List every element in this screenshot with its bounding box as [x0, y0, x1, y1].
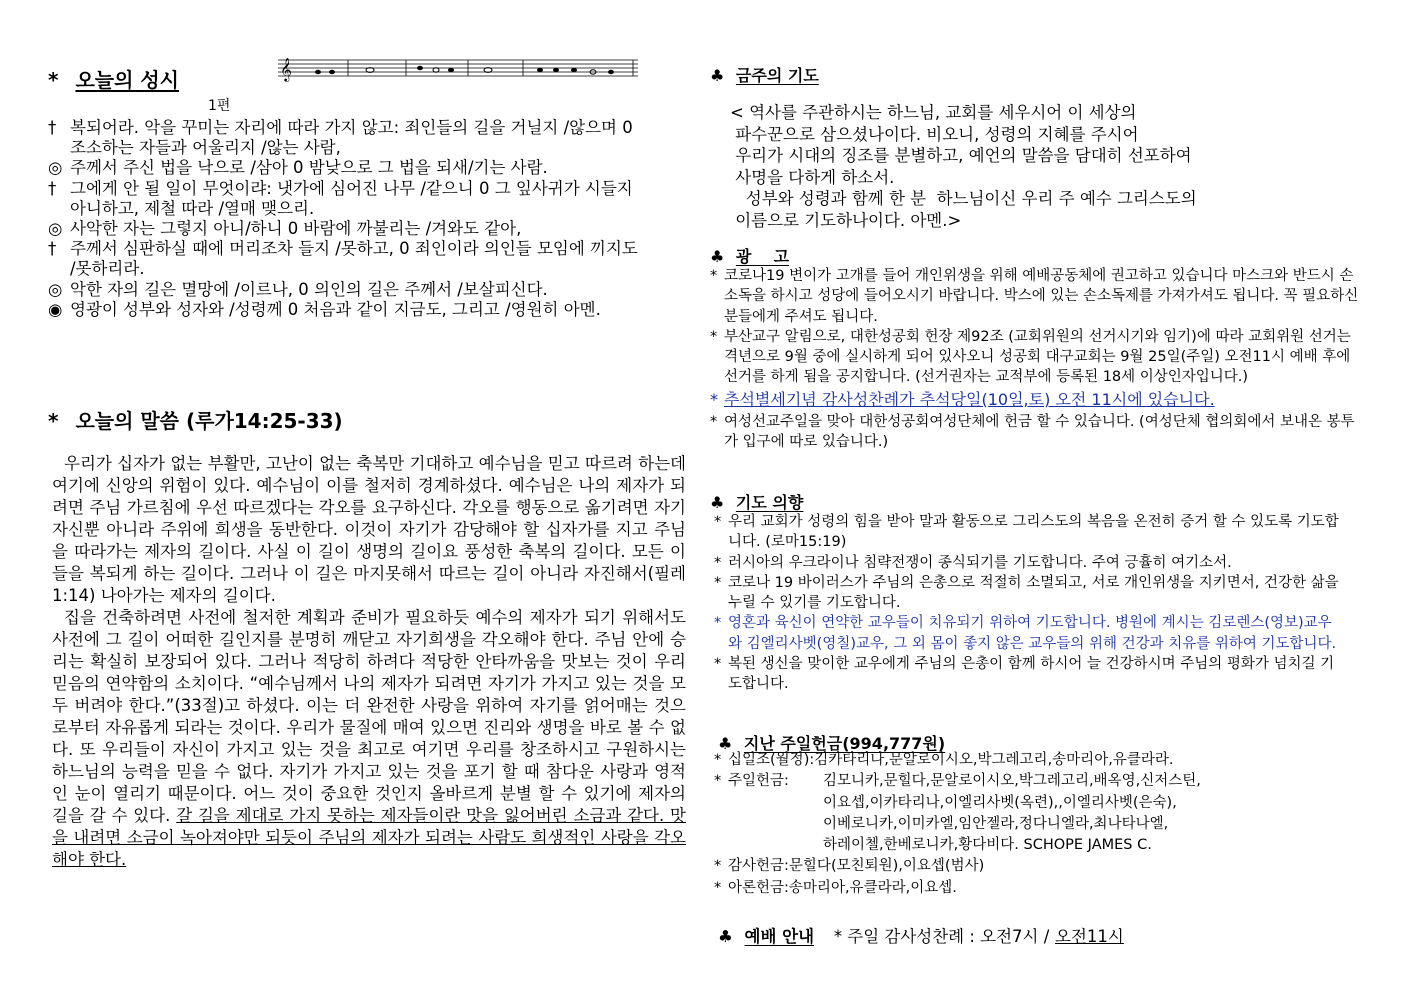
- collect-text: < 역사를 주관하시는 하느님, 교회를 세우시어 이 세상의 파수꾼으로 삼으셨나이다. 비오니, 성령의 지혜를 주시어 우리가 시대의 징조를 분별하고, 예언의 말씀을 담대히 선포하여 사명을 다하게 하소서. 성부와 성령과 함께 한 분 하느님이신 우리 주 예수 그리스도의 이름으로 기도하나이다. 아멘.>: [730, 103, 1197, 230]
- psalm-verse: [48, 179, 648, 219]
- sermon-text: [52, 453, 686, 871]
- offering-row: [714, 835, 1354, 856]
- psalm-text: [48, 118, 648, 320]
- notice-text: 추석별세기념 감사성찬례가 추석당일(10일,토) 오전 11시에 있습니다.: [724, 389, 1215, 409]
- offering-row: [714, 856, 1354, 877]
- offering-label: 아론헌금:: [728, 879, 789, 896]
- intent-title: 기도 의향: [735, 493, 804, 512]
- verse-text: 악한 자의 길은 멸망에 /이르나, 0 의인의 길은 주께서 /보살피신다.: [70, 279, 548, 299]
- offering-label: [728, 793, 823, 814]
- notice-text: 여성선교주일을 맞아 대한성공회여성단체에 헌금 할 수 있습니다. (여성단체 협의회에서 보내온 봉투가 입구에 따로 있습니다.): [724, 413, 1355, 451]
- offering-value: 이요셉,이카타리나,이엘리사벳(옥련),,이엘리사벳(은숙),: [823, 794, 1177, 811]
- verse-text: 그에게 안 될 일이 무엇이랴: 냇가에 심어진 나무 /같으니 0 그 잎사귀가 시들지 아니하고, 제철 따라 /열매 맺으리.: [70, 178, 633, 218]
- sermon-paragraph: 우리가 십자가 없는 부활만, 고난이 없는 축복만 기대하고 예수님을 믿고 따르려 하는데 여기에 신앙의 위험이 있다. 예수님이 이를 철저히 경계하셨다. 예수님은 나의 제자가 되려면 주님 가르침에 우선 따르겠다는 각오를 요구하신다. 각오를 행동으로 옮기려면 자기 자신뿐 아니라 주위에 희생을 동반한다. 이것이 자기가 감당해야 할 십자가를 지고 주님을 따라가는 제자의 길이다. 사실 이 길이 생명의 길이요 풍성한 축복의 길이다. 모든 이들을 복되게 하는 길이다. 그러나 이 길은 마지못해서 따르는 길이 아니라 자진해서(필레1:14) 나아가는 제자의 길이다.: [52, 454, 686, 605]
- scripture-reference: (루가14:25-33): [185, 409, 343, 433]
- list-item: [714, 512, 1344, 553]
- notice-title: 광 고: [735, 247, 790, 266]
- psalm-heading: [48, 64, 179, 93]
- collect-heading: [710, 63, 819, 86]
- word-title: 오늘의 말씀: [75, 409, 180, 433]
- sermon-underlined-text: 갈 길을 제대로 가지 못하는 제자들이란 맛을 잃어버린 소금과 같다. 맛을 내려면 소금이 녹아져야만 되듯이 주님의 제자가 되려는 사람도 희생적인 사랑을 각오해야 한다.: [52, 806, 686, 869]
- bullet: *: [714, 858, 722, 875]
- verse-text: 사악한 자는 그렇지 아니/하니 0 바람에 까불리는 /겨와도 같아,: [70, 219, 522, 239]
- hymn-number: 1편: [208, 98, 231, 114]
- psalm-verse: [48, 118, 648, 158]
- verse-marker: †: [48, 178, 57, 198]
- offering-title: 지난 주일헌금(994,777원): [743, 734, 946, 753]
- bullet: *: [710, 413, 718, 430]
- offering-value: 김모니카,문힐다,문알로이시오,박그레고리,배옥영,신저스틴,: [823, 773, 1201, 790]
- list-item: [710, 388, 1360, 412]
- intention-text: 코로나 19 바이러스가 주님의 은총으로 적절히 소멸되고, 서로 개인위생을 지키면서, 건강한 삶을 누릴 수 있기를 기도합니다.: [728, 574, 1339, 612]
- psalm-verse: [48, 158, 648, 178]
- club-icon: ♣: [710, 247, 725, 266]
- list-item: [714, 613, 1344, 654]
- psalm-title: 오늘의 성시: [75, 68, 180, 92]
- intention-text: 러시아의 우크라이나 침략전쟁이 종식되기를 기도합니다. 주여 긍휼히 여기소서.: [728, 554, 1232, 571]
- offering-value: 하레이첼,한베로니카,황다비다. SCHOPE JAMES C.: [823, 837, 1152, 854]
- worship-time: 오전11시: [1055, 927, 1124, 946]
- worship-heading: [718, 923, 1124, 947]
- intent-heading: [710, 490, 803, 513]
- club-icon: ♣: [710, 493, 725, 512]
- word-heading: [48, 405, 343, 434]
- offering-value: 송마리아,유클라라,이요셉.: [788, 879, 957, 896]
- bullet: *: [714, 879, 722, 896]
- notice-list: [710, 266, 1360, 452]
- collect-title: 금주의 기도: [735, 66, 819, 85]
- list-item: [710, 412, 1360, 453]
- bullet: *: [714, 773, 722, 790]
- club-icon: ♣: [718, 927, 733, 946]
- bullet: *: [714, 554, 722, 571]
- sermon-paragraph-text: 집을 건축하려면 사전에 철저한 계획과 준비가 필요하듯 예수의 제자가 되기 위해서도 사전에 그 길이 어떠한 길인지를 분명히 깨닫고 자기희생을 각오해야 한다. 주님 안에 승리는 확실히 보장되어 있다. 그러나 적당히 하려다 적당한 안타까움을 맛보는 것이 우리 믿음의 연약함의 소치이다. “예수님께서 나의 제자가 되려면 자기가 가지고 있는 것을 모두 버려야 한다.”(33절)고 하셨다. 이는 더 완전한 사랑을 위하여 자기를 얽어매는 것으로부터 자유롭게 되라는 것이다. 우리가 물질에 매여 있으면 진리와 생명을 바로 볼 수 없다. 또 우리들이 자신이 가지고 있는 것을 최고로 여기면 우리를 창조하시고 구원하시는 하느님의 능력을 믿을 수 없다. 자기가 가지고 있는 것을 포기 할 때 참다운 사랑과 영적인 눈이 열리기 때문이다. 어느 것이 중요한 것인지 올바르게 분별 할 수 있기에 제자의 길을 갈 수 있다.: [52, 608, 686, 825]
- verse-marker: ◎: [48, 158, 63, 178]
- offering-row: [714, 771, 1354, 792]
- verse-text: 주께서 주신 법을 낙으로 /삼아 0 밤낮으로 그 법을 되새/기는 사람.: [70, 158, 548, 178]
- offering-row: [714, 814, 1354, 835]
- club-icon: ♣: [710, 66, 725, 85]
- psalm-verse: [48, 300, 648, 320]
- verse-text: 복되어라. 악을 꾸미는 자리에 따라 가지 않고: 죄인들의 길을 거닐지 /않으며 0 조소하는 자들과 어울리지 /않는 사람,: [70, 118, 633, 158]
- offering-value: 문힐다(모친퇴원),이요셉(범사): [788, 858, 985, 875]
- bullet: *: [714, 615, 722, 632]
- notice-text: 부산교구 알림으로, 대한성공회 헌장 제92조 (교회위원의 선거시기와 임기)에 따라 교회위원 선거는 격년으로 9월 중에 실시하게 되어 있사오니 성공회 대구교회는 9월 25일(주일) 오전11시 예배 후에 선거를 하게 됨을 공지합니다. (선거권자는 교적부에 등록된 18세 이상인자입니다.): [724, 328, 1351, 386]
- music-notation: [278, 56, 638, 98]
- psalm-verse: [48, 239, 648, 279]
- intention-text: 영혼과 육신이 연약한 교우들이 치유되기 위하여 기도합니다. 병원에 계시는 김로렌스(영보)교우와 김엘리사벳(영칠)교우, 그 외 몸이 좋지 않은 교우들의 위해 건강과 치유를 위하여 기도합니다.: [728, 615, 1337, 652]
- notice-text: 코로나19 변이가 고개를 들어 개인위생을 위해 예배공동체에 권고하고 있습니다 마스크와 반드시 손 소독을 하시고 성당에 들어오시기 바랍니다. 박스에 있는 손소독제를 가져가셔도 됩니다. 꼭 필요하신 분들에게 주셔도 됩니다.: [724, 268, 1359, 325]
- bullet: *: [714, 514, 722, 530]
- offering-label: 주일헌금:: [728, 773, 789, 790]
- notice-heading: [710, 244, 789, 267]
- bullet: *: [714, 752, 722, 768]
- verse-text: 영광이 성부와 성자와 /성령께 0 처음과 같이 지금도, 그리고 /영원히 아멘.: [70, 299, 601, 319]
- offering-value: 이베로니카,이미카엘,임안젤라,정다니엘라,최나타나엘,: [823, 815, 1169, 832]
- svg-text:𝄞: 𝄞: [280, 57, 292, 81]
- offering-label: [728, 835, 823, 856]
- offering-label: 십일조(월정):: [728, 752, 815, 768]
- heading-bullet: *: [48, 409, 59, 433]
- offering-label: [728, 814, 823, 835]
- bullet: *: [710, 328, 718, 345]
- offering-value: 김카타리나,문알로이시오,박그레고리,송마리아,유클라라.: [814, 752, 1174, 768]
- verse-marker: †: [48, 118, 57, 137]
- worship-title: 예배 안내: [744, 927, 815, 946]
- intention-text: 복된 생신을 맞이한 교우에게 주님의 은총이 함께 하시어 늘 건강하시며 주님의 평화가 넘치길 기도합니다.: [728, 656, 1335, 693]
- list-item: [710, 327, 1360, 388]
- bullet: *: [710, 268, 718, 284]
- bullet: *: [714, 656, 722, 673]
- offering-row: [714, 878, 1354, 899]
- verse-marker: †: [48, 239, 57, 259]
- psalm-verse: [48, 219, 648, 239]
- verse-marker: ◉: [48, 299, 63, 319]
- verse-marker: ◎: [48, 279, 63, 299]
- offering-label: 감사헌금:: [728, 858, 789, 875]
- worship-text: * 주일 감사성찬례 : 오전7시 /: [833, 927, 1050, 946]
- intention-list: [714, 512, 1344, 695]
- bullet: *: [710, 389, 718, 409]
- offering-row: [714, 750, 1354, 771]
- intention-text: 우리 교회가 성령의 힘을 받아 말과 활동으로 그리스도의 복음을 온전히 증거 할 수 있도록 기도합니다. (로마15:19): [728, 514, 1339, 551]
- sermon-paragraph: [52, 607, 686, 871]
- list-item: [710, 266, 1360, 327]
- list-item: [714, 553, 1344, 573]
- list-item: [714, 573, 1344, 614]
- psalm-verse: [48, 280, 648, 300]
- offering-list: [714, 750, 1354, 899]
- club-icon: ♣: [718, 734, 733, 753]
- verse-marker: ◎: [48, 219, 63, 239]
- list-item: [714, 654, 1344, 695]
- verse-text: 주께서 심판하실 때에 머리조차 들지 /못하고, 0 죄인이라 의인들 모임에 끼지도 /못하리라.: [70, 239, 638, 279]
- heading-bullet: *: [48, 68, 59, 92]
- bullet: *: [714, 574, 722, 591]
- offering-row: [714, 793, 1354, 814]
